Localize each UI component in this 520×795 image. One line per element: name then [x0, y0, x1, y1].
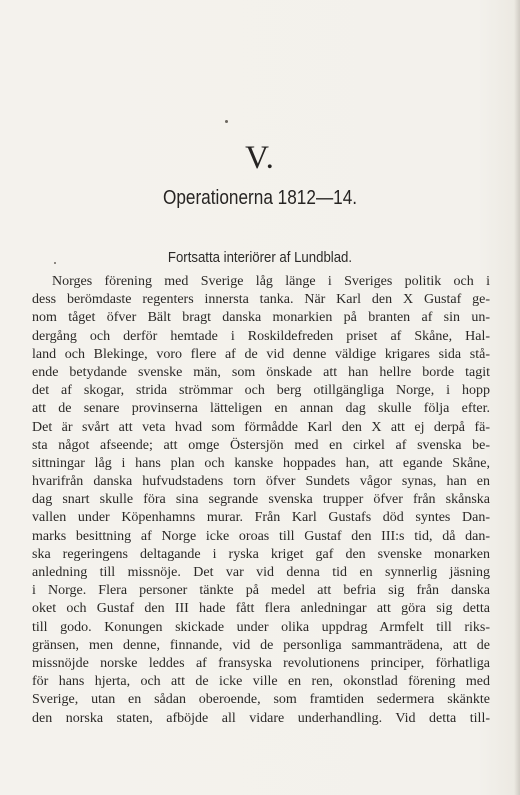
text-line: nom tåget öfver Bält bragt danska monarkien på branten af sin un-	[32, 310, 490, 326]
section-heading: Fortsatta interiörer af Lundblad.	[167, 249, 353, 266]
ink-speck	[225, 120, 228, 123]
text-line: ende betydande svenske män, som önskade att han hellre borde tagit	[32, 364, 490, 380]
text-line: Sverige, utan en sådan oberoende, som framtiden sedermera skänkte	[32, 692, 490, 708]
body-paragraph	[32, 273, 490, 728]
text-line: oket och Gustaf den III hade fått flera anledningar att göra sig detta	[32, 601, 490, 617]
chapter-numeral: V.	[245, 140, 275, 176]
chapter-title: Operationerna 1812—14.	[162, 187, 358, 209]
text-line: anledning till missnöje. Det var vid denna tid en synnerlig jäsning	[32, 565, 490, 580]
text-line: ska regeringens deltagande i ryska kriget gaf den svenske monarken	[32, 546, 490, 562]
text-line: att de senare provinserna lätteligen en annan dag skulle följa efter.	[32, 401, 490, 417]
text-line: det af skogar, strida strömmar och berg otillgängliga Norge, i hopp	[32, 383, 490, 399]
text-line: dergång och derför hemtade i Roskildefreden priset af Skåne, Hal-	[32, 328, 490, 344]
text-line: land och Blekinge, voro flere af de vid denne väldige krigares sida stå-	[32, 346, 490, 362]
text-line: Det är svårt att veta hvad som förmådde Karl den X att ej derpå fä-	[32, 419, 490, 435]
text-line: hvarifrån danska hufvudstadens torn öfver Sundets vågor synas, han en	[32, 474, 490, 490]
text-line: Norges förening med Sverige låg länge i Sveriges politik och i	[52, 274, 490, 289]
text-line: sta något afseende; att omge Östersjön med en cirkel af svenska be-	[32, 437, 490, 453]
text-line: till godo. Konungen skickade under olika uppdrag Armfelt till riks-	[32, 619, 490, 635]
text-line: i Norge. Flera personer tänkte på medel att befria sig från danska	[32, 583, 490, 599]
text-line: gränsen, men denne, finnande, vid de personliga sammanträdena, att de	[32, 637, 490, 653]
text-line: dag snart skulle föra sina segrande svenska trupper öfver från skånska	[32, 492, 490, 508]
text-line: för hans hjerta, och att de icke ville en ren, okonstlad förening med	[32, 674, 490, 690]
text-line: vallen under Köpenhamns murar. Från Karl Gustafs död syntes Dan-	[32, 510, 490, 526]
text-line: marks besittning af Norge icke oroas till Gustaf den III:s tid, då dan-	[32, 528, 490, 544]
page-edge-shadow	[514, 0, 520, 795]
text-line: den norska staten, afböjde all vidare underhandling. Vid detta till-	[32, 710, 490, 726]
text-line: missnöjde norske leddes af fransyska revolutionens principer, förhatliga	[32, 655, 490, 671]
text-line: sittningar låg i hans plan och kanske hoppades han, att egande Skåne,	[32, 455, 490, 471]
text-line: dess berömdaste regenters innersta tanka. När Karl den X Gustaf ge-	[32, 292, 490, 308]
